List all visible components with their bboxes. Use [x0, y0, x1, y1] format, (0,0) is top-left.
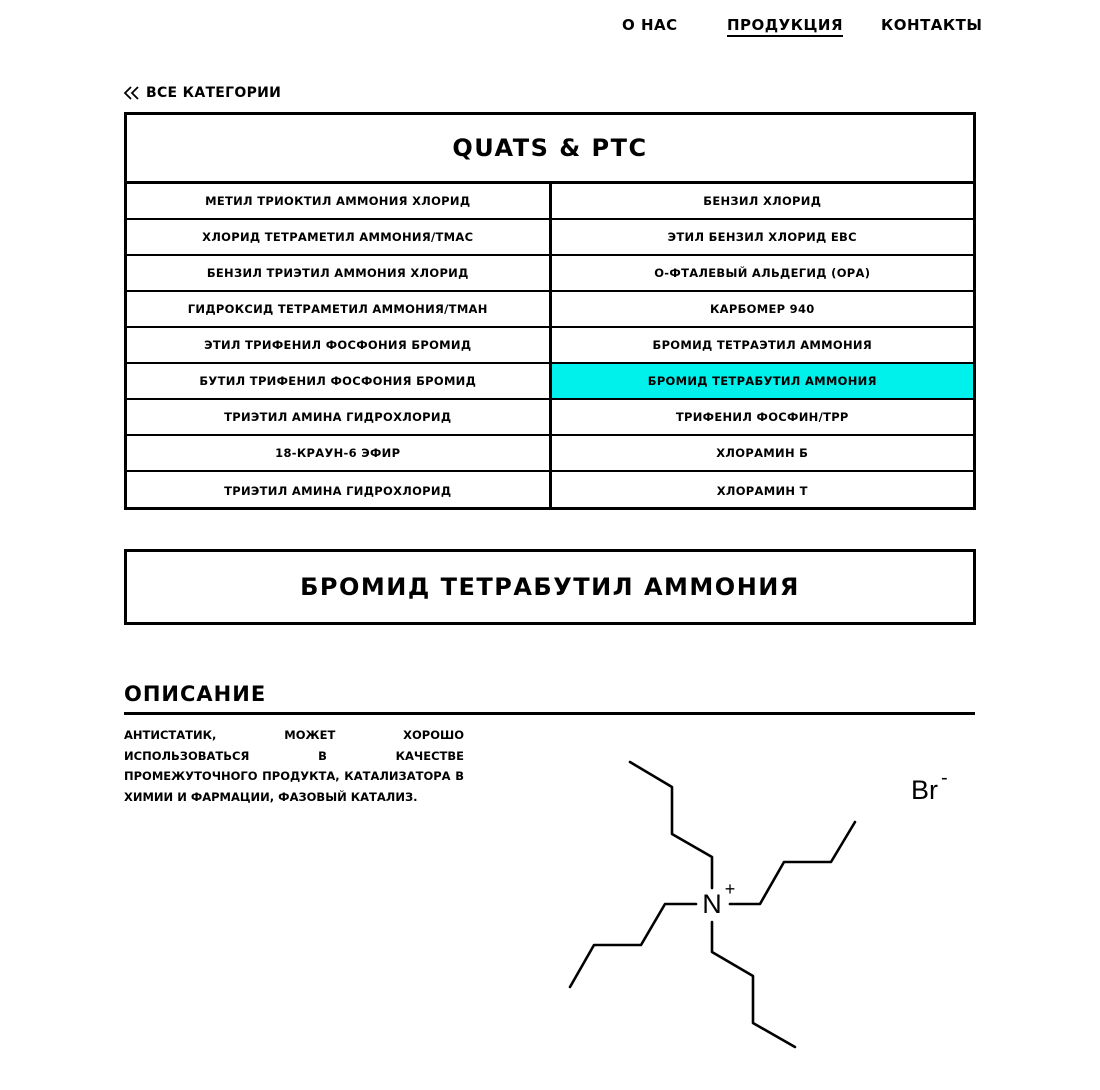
category-item[interactable]: 18-КРАУН-6 ЭФИР [127, 436, 552, 470]
category-rows [127, 184, 973, 510]
double-chevron-left-icon [123, 84, 141, 102]
top-navigation [0, 14, 1100, 44]
description-heading: ОПИСАНИЕ [124, 680, 975, 715]
nitrogen-atom-label: N [702, 889, 722, 919]
category-row [127, 184, 973, 220]
bromide-charge-label: - [941, 767, 948, 789]
category-row [127, 400, 973, 436]
category-row [127, 364, 973, 400]
category-item[interactable]: ЭТИЛ БЕНЗИЛ ХЛОРИД ЕВС [667, 230, 857, 244]
category-row [127, 292, 973, 328]
nav-products-link[interactable]: ПРОДУКЦИЯ [727, 16, 843, 37]
category-item[interactable]: ЭТИЛ ТРИФЕНИЛ ФОСФОНИЯ БРОМИД [127, 328, 552, 362]
molecule-structure-image [560, 750, 980, 1060]
category-item[interactable]: ТРИЭТИЛ АМИНА ГИДРОХЛОРИД [127, 400, 552, 434]
category-item[interactable]: БРОМИД ТЕТРАЭТИЛ АММОНИЯ [652, 338, 872, 352]
all-categories-label: ВСЕ КАТЕГОРИИ [146, 85, 282, 101]
category-item[interactable]: ХЛОРИД ТЕТРАМЕТИЛ АММОНИЯ/ТМАС [127, 220, 552, 254]
category-row [127, 328, 973, 364]
category-row [127, 220, 973, 256]
all-categories-link[interactable] [123, 82, 281, 104]
category-item[interactable]: ХЛОРАМИН Т [716, 484, 808, 498]
category-item[interactable]: МЕТИЛ ТРИОКТИЛ АММОНИЯ ХЛОРИД [127, 184, 552, 218]
category-item[interactable]: ТРИЭТИЛ АМИНА ГИДРОХЛОРИД [127, 472, 552, 510]
category-row [127, 472, 973, 510]
bromide-label: Br [911, 775, 938, 805]
nav-contacts-link[interactable]: КОНТАКТЫ [881, 16, 983, 34]
category-item[interactable]: БЕНЗИЛ ТРИЭТИЛ АММОНИЯ ХЛОРИД [127, 256, 552, 290]
category-item[interactable]: ХЛОРАМИН Б [716, 446, 809, 460]
category-title: QUATS & PTC [127, 115, 973, 184]
category-table [124, 112, 976, 510]
category-row [127, 256, 973, 292]
nitrogen-charge-label: + [724, 879, 736, 899]
category-item[interactable]: КАРБОМЕР 940 [709, 302, 815, 316]
product-title: БРОМИД ТЕТРАБУТИЛ АММОНИЯ [124, 549, 976, 625]
category-item[interactable]: О-ФТАЛЕВЫЙ АЛЬДЕГИД (ОРА) [654, 266, 871, 280]
nav-about-link[interactable]: О НАС [622, 16, 678, 34]
category-item[interactable]: БУТИЛ ТРИФЕНИЛ ФОСФОНИЯ БРОМИД [127, 364, 552, 398]
category-item[interactable]: ГИДРОКСИД ТЕТРАМЕТИЛ АММОНИЯ/ТМАН [127, 292, 552, 326]
category-row [127, 436, 973, 472]
category-item[interactable]: БЕНЗИЛ ХЛОРИД [703, 194, 822, 208]
category-item[interactable]: БРОМИД ТЕТРАБУТИЛ АММОНИЯ [552, 364, 974, 398]
description-text: АНТИСТАТИК, МОЖЕТ ХОРОШО ИСПОЛЬЗОВАТЬСЯ В КАЧЕСТВЕ ПРОМЕЖУТОЧНОГО ПРОДУКТА, КАТАЛИЗАТОРА В ХИМИИ И ФАРМАЦИИ, ФАЗОВЫЙ КАТАЛИЗ. [124, 728, 464, 804]
category-item[interactable]: ТРИФЕНИЛ ФОСФИН/TPP [675, 410, 849, 424]
